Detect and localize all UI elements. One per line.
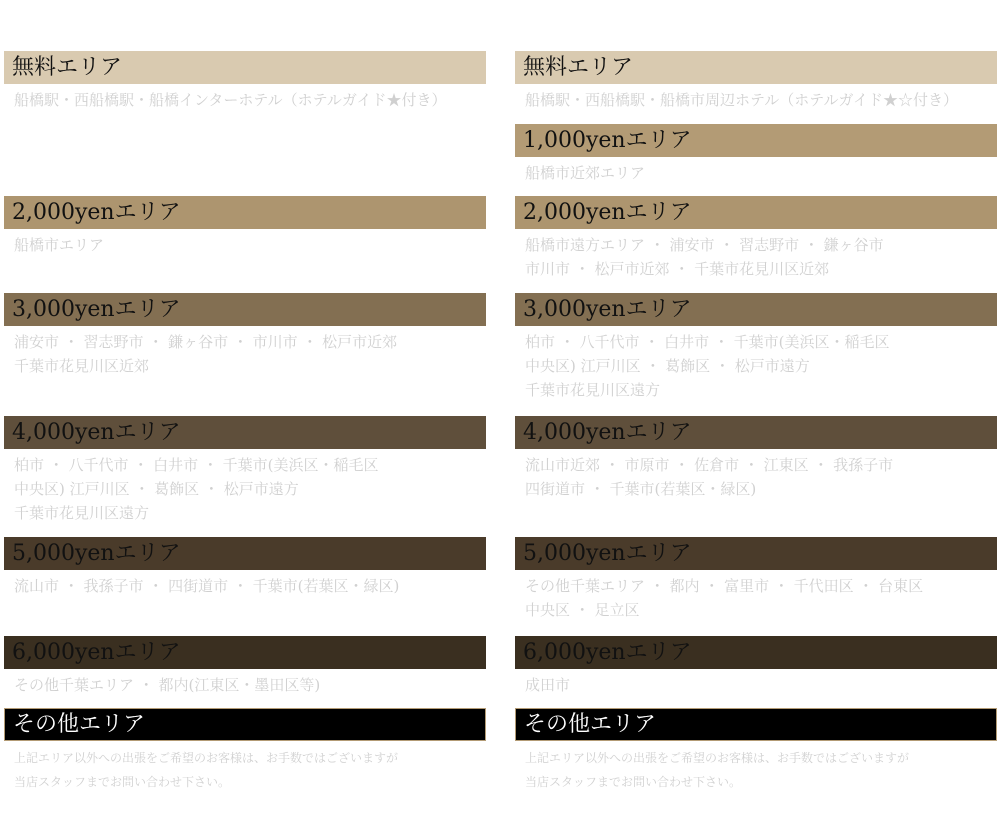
area-line: 成田市: [525, 676, 571, 694]
4000yen-area-header: 4,000yenエリア: [515, 416, 997, 449]
area-line: 四街道市 ・ 千葉市(若葉区・緑区): [525, 480, 757, 498]
free-area-header: 無料エリア: [515, 51, 997, 84]
2000yen-area-header: 2,000yenエリア: [4, 196, 486, 229]
5000yen-area-header: 5,000yenエリア: [515, 537, 997, 570]
area-line: 中央区) 江戸川区 ・ 葛飾区 ・ 松戸市遠方: [14, 480, 299, 498]
6000yen-area-description: [14, 673, 484, 697]
area-line: 船橋駅・西船橋駅・船橋市周辺ホテル（ホテルガイド★☆付き）: [525, 91, 959, 109]
3000yen-area-header: 3,000yenエリア: [4, 293, 486, 326]
3000yen-area-header: 3,000yenエリア: [515, 293, 997, 326]
3000yen-area-description: [14, 330, 484, 378]
free-area-description: [14, 88, 484, 112]
5000yen-area-description: [14, 574, 484, 598]
area-line: 浦安市 ・ 習志野市 ・ 鎌ヶ谷市 ・ 市川市 ・ 松戸市近郊: [14, 333, 398, 351]
6000yen-area-header: 6,000yenエリア: [515, 636, 997, 669]
area-line: 流山市近郊 ・ 市原市 ・ 佐倉市 ・ 江東区 ・ 我孫子市: [525, 456, 894, 474]
4000yen-area-header: 4,000yenエリア: [4, 416, 486, 449]
note-line: 上記エリア以外への出張をご希望のお客様は、お手数ではございますが: [525, 751, 910, 765]
1000yen-area-header: 1,000yenエリア: [515, 124, 997, 157]
5000yen-area-header: 5,000yenエリア: [4, 537, 486, 570]
4000yen-area-description: [14, 453, 484, 525]
area-line: 柏市 ・ 八千代市 ・ 白井市 ・ 千葉市(美浜区・稲毛区: [525, 333, 890, 351]
area-line: その他千葉エリア ・ 都内 ・ 富里市 ・ 千代田区 ・ 台東区: [525, 577, 924, 595]
5000yen-area-description: [525, 574, 995, 622]
other-area-header: その他エリア: [4, 708, 486, 741]
other-area-header: その他エリア: [515, 708, 997, 741]
note-line: 当店スタッフまでお問い合わせ下さい。: [14, 775, 231, 789]
area-line: 千葉市花見川区遠方: [525, 381, 661, 399]
6000yen-area-description: [525, 673, 995, 697]
other-area-note: [14, 746, 484, 794]
area-line: 中央区 ・ 足立区: [525, 601, 640, 619]
area-line: 千葉市花見川区近郊: [14, 357, 150, 375]
6000yen-area-header: 6,000yenエリア: [4, 636, 486, 669]
other-area-note: [525, 746, 995, 794]
area-line: 流山市 ・ 我孫子市 ・ 四街道市 ・ 千葉市(若葉区・緑区): [14, 577, 400, 595]
3000yen-area-description: [525, 330, 995, 402]
area-line: その他千葉エリア ・ 都内(江東区・墨田区等): [14, 676, 321, 694]
note-line: 上記エリア以外への出張をご希望のお客様は、お手数ではございますが: [14, 751, 399, 765]
2000yen-area-description: [525, 233, 995, 281]
area-line: 市川市 ・ 松戸市近郊 ・ 千葉市花見川区近郊: [525, 260, 830, 278]
area-line: 船橋市遠方エリア ・ 浦安市 ・ 習志野市 ・ 鎌ヶ谷市: [525, 236, 884, 254]
1000yen-area-description: [525, 161, 995, 185]
note-line: 当店スタッフまでお問い合わせ下さい。: [525, 775, 742, 789]
area-line: 千葉市花見川区遠方: [14, 504, 150, 522]
2000yen-area-header: 2,000yenエリア: [515, 196, 997, 229]
free-area-description: [525, 88, 995, 112]
area-line: 船橋市エリア: [14, 236, 105, 254]
2000yen-area-description: [14, 233, 484, 257]
area-line: 柏市 ・ 八千代市 ・ 白井市 ・ 千葉市(美浜区・稲毛区: [14, 456, 379, 474]
area-line: 中央区) 江戸川区 ・ 葛飾区 ・ 松戸市遠方: [525, 357, 810, 375]
area-line: 船橋市近郊エリア: [525, 164, 646, 182]
free-area-header: 無料エリア: [4, 51, 486, 84]
area-line: 船橋駅・西船橋駅・船橋インターホテル（ホテルガイド★付き）: [14, 91, 447, 109]
4000yen-area-description: [525, 453, 995, 501]
